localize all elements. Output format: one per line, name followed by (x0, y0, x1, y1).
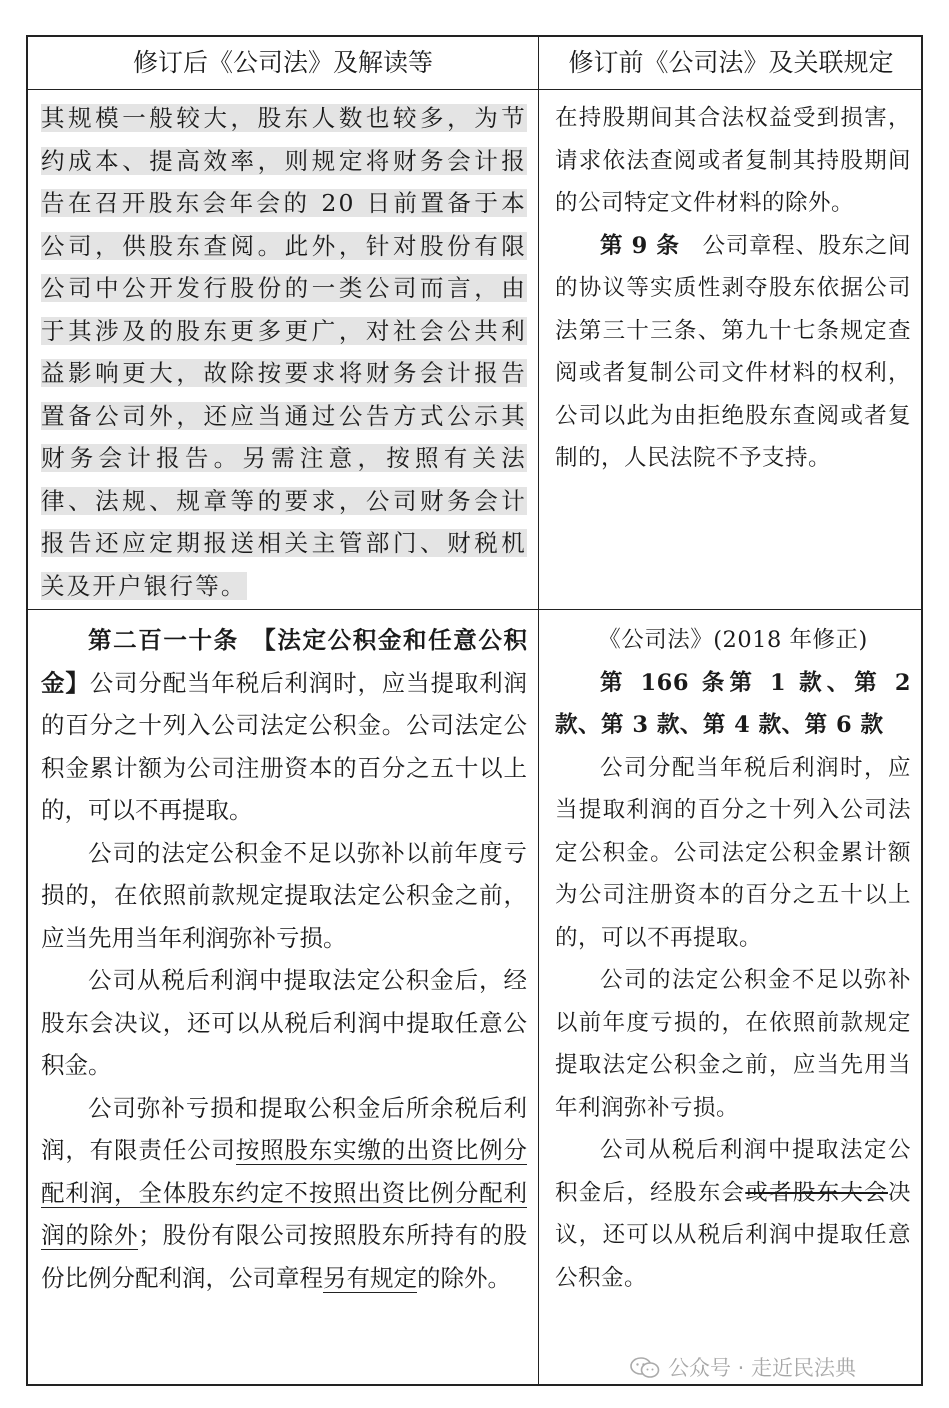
old-para3-part-b: 决议，还可以从税后利润中提取任意公积金。 (555, 1179, 911, 1291)
article-9-label: 第 9 条 (600, 232, 680, 259)
row2-left-cell (41, 619, 527, 1379)
watermark (630, 1352, 856, 1382)
clause-references: 第 166 条第 1 款、第 2 款、第 3 款、第 4 款、第 6 款 (555, 669, 911, 738)
row-divider (28, 609, 921, 610)
row2-right-cell (555, 619, 911, 1379)
article-210-para1-text: 公司分配当年税后利润时，应当提取利润的百分之十列入公司法定公积金。公司法定公积金累计额为公司注册资本的百分之五十以上的，可以不再提取。 (41, 668, 527, 824)
row1-left-text: 其规模一般较大，股东人数也较多，为节约成本、提高效率，则规定将财务会计报告在召开股东会年会的 20 日前置备于本公司，供股东查阅。此外，针对股份有限公司中公开发行股份的一类公司而言，由于其涉及的股东更多更广，对社会公共利益影响更大，故除按要求将财务会计报告置备公司外，还应当通过公告方式公示其财务会计报告。另需注意，按照有关法律、法规、规章等的要求，公司财务会计报告还应定期报送相关主管部门、财税机关及开户银行等。 (41, 104, 527, 600)
comparison-table (26, 35, 923, 1386)
old-para3 (555, 1129, 911, 1299)
old-para3-part-a: 公司从税后利润中提取法定公积金后，经股东会 (555, 1137, 911, 1206)
article-9-text: 公司章程、股东之间的协议等实质性剥夺股东依据公司法第三十三条、第九十七条规定查阅或者复制公司文件材料的权利，公司以此为由拒绝股东查阅或者复制的，人民法院不予支持。 (555, 232, 911, 471)
old-para1: 公司分配当年税后利润时，应当提取利润的百分之十列入公司法定公积金。公司法定公积金累计额为公司注册资本的百分之五十以上的，可以不再提取。 (555, 754, 911, 951)
watermark-text: 公众号 · 走近民法典 (668, 1356, 857, 1380)
para4-underlined-1: 按照股东实缴的出资比例分配利润，全体股东约定不按照出资比例分配利润的除外 (41, 1136, 527, 1249)
article-210-para4 (41, 1087, 527, 1300)
article-210-para2: 公司的法定公积金不足以弥补以前年度亏损的，在依照前款规定提取法定公积金之前，应当先用当年利润弥补亏损。 (41, 838, 527, 952)
para4-part-b: ；股份有限公司按照股东所持有的股份比例分配利润，公司章程 (41, 1221, 527, 1292)
row1-left-cell (41, 97, 527, 607)
header-divider (28, 89, 921, 90)
para4-part-a: 公司弥补亏损和提取公积金后所余税后利润，有限责任公司 (41, 1093, 527, 1164)
row1-right-para2 (555, 225, 911, 480)
para4-underlined-2: 另有规定 (323, 1263, 417, 1292)
article-210-para3: 公司从税后利润中提取法定公积金后，经股东会决议，还可以从税后利润中提取任意公积金。 (41, 966, 527, 1079)
header-left: 修订后《公司法》及解读等 (132, 48, 433, 77)
source-law-title: 《公司法》(2018 年修正) (598, 627, 868, 653)
article-210-number: 第二百一十条 (88, 626, 239, 654)
article-210-para1 (41, 619, 527, 832)
old-para2: 公司的法定公积金不足以弥补以前年度亏损的，在依照前款规定提取法定公积金之前，应当先用当年利润弥补亏损。 (555, 967, 911, 1121)
article-210-title: 【法定公积金和任意公积金】 (41, 626, 527, 697)
wechat-icon (630, 1357, 660, 1379)
row1-right-para1: 在持股期间其合法权益受到损害，请求依法查阅或者复制其持股期间的公司特定文件材料的除外。 (555, 105, 911, 216)
column-divider (538, 37, 539, 1384)
row1-right-cell (555, 97, 911, 607)
struck-text: 或者股东大会 (745, 1179, 888, 1206)
para4-part-c: 的除外。 (417, 1263, 511, 1292)
header-right: 修订前《公司法》及关联规定 (568, 48, 894, 77)
